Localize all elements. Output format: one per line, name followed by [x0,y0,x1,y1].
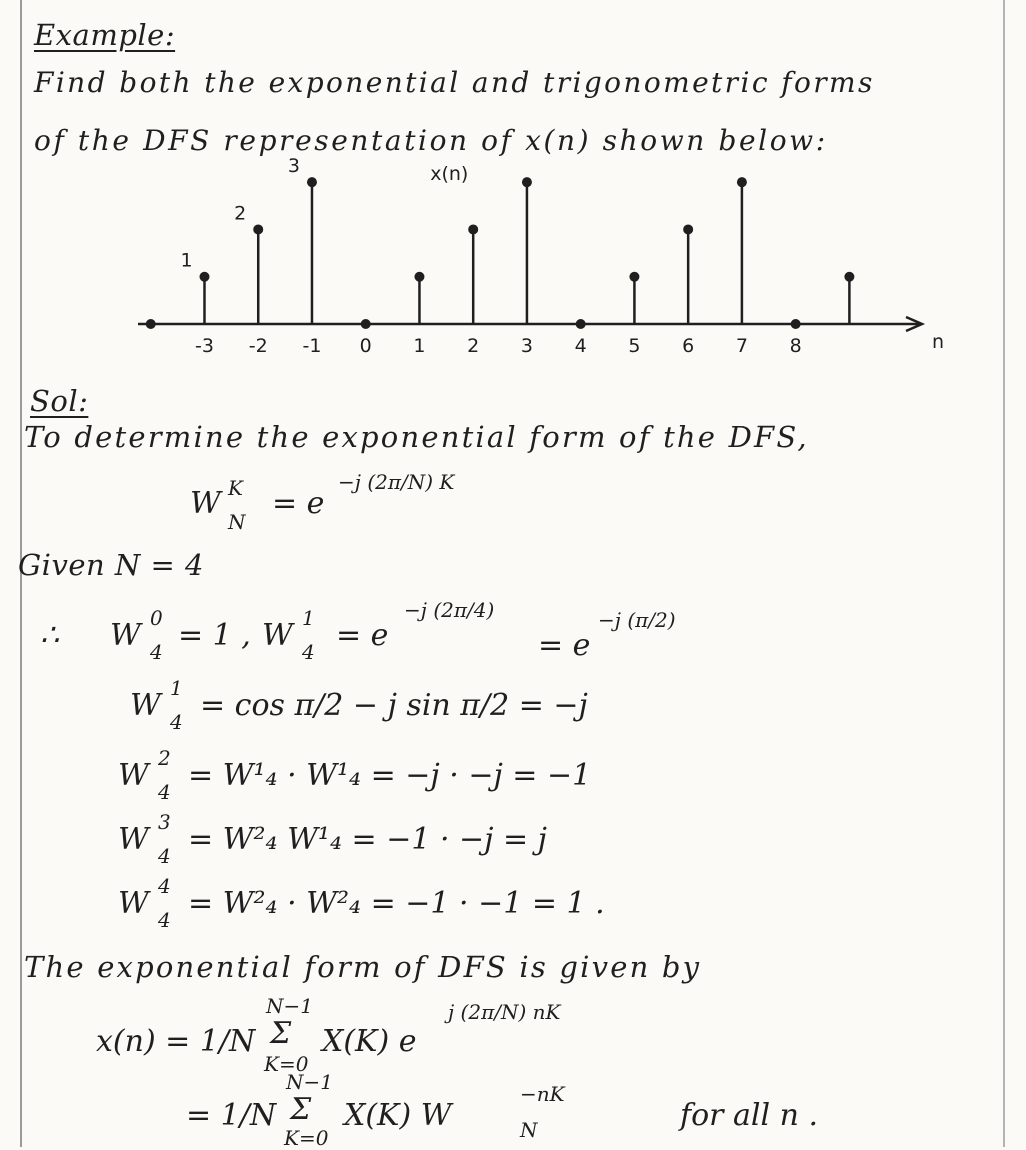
w0-eq: = 1 , [178,618,251,653]
stem-point [791,319,801,329]
w4-line-sup: 4 [158,874,171,898]
w1-sup: 1 [302,606,315,630]
eq2-tail: for all n . [680,1098,819,1133]
w1-exp2: −j (π/2) [598,608,676,632]
cos-line-sub: 4 [170,710,183,734]
stem-point [414,272,424,282]
w3-line-rhs: = W²₄ W¹₄ = −1 · −j = j [188,822,547,857]
x-tick-label: -2 [248,335,268,357]
eq2-rhs: X(K) W [344,1098,452,1133]
def-exp: −j (2π/N) K [338,470,455,494]
eq1-rhs: X(K) e [322,1024,417,1059]
w1-eq2: = e [538,628,591,663]
given-line: Given N = 4 [18,548,204,582]
stem-point [522,177,532,187]
cos-line-lhs: W [130,688,161,723]
stem-point [199,272,209,282]
eq2-sum-bottom: K=0 [284,1126,329,1150]
cos-line-sup: 1 [170,676,183,700]
stem-point [737,177,747,187]
eq2-sum-top: N−1 [286,1070,333,1094]
w1-exp: −j (2π/4) [404,598,495,622]
value-label: 2 [234,202,247,225]
eq2-lhs: = 1/N [186,1098,277,1133]
w4-line-lhs: W [118,886,149,921]
w2-line-rhs: = W¹₄ · W¹₄ = −j · −j = −1 [188,758,592,793]
stem-point [307,177,317,187]
example-heading: Example: [34,18,176,52]
solution-label: Sol: [30,384,89,418]
def-eq: = e [272,486,325,521]
w0-sup: 0 [150,606,163,630]
value-label: 3 [287,155,301,178]
solution-intro: To determine the exponential form of the DFS, [24,420,809,454]
x-tick-label: -1 [302,335,322,357]
x-tick-label: 7 [735,335,748,357]
eq1-sum-symbol: Σ [270,1016,292,1051]
x-tick-label: 3 [520,335,533,357]
w4-line-sub: 4 [158,908,171,932]
eq1-sum-top: N−1 [266,994,313,1018]
w0-lhs: W [110,618,141,653]
stem-point [361,319,371,329]
w0-sub: 4 [150,640,163,664]
w1-eq: = e [336,618,389,653]
eq1-sum-bottom: K=0 [264,1052,309,1076]
chart-title: x(n) [430,163,469,185]
w3-line-lhs: W [118,822,149,857]
stem-plot [0,150,1026,380]
x-tick-label: 6 [682,335,695,357]
eq2-sum-symbol: Σ [290,1092,312,1127]
w1-lhs: W [262,618,293,653]
therefore-symbol: ∴ [40,618,60,653]
w2-line-lhs: W [118,758,149,793]
exp-form-text: The exponential form of DFS is given by [24,950,702,984]
x-tick-label: 2 [467,335,480,357]
w2-line-sup: 2 [158,746,171,770]
w4-line-rhs: = W²₄ · W²₄ = −1 · −1 = 1 . [188,886,605,921]
eq1-exp: j (2π/N) nK [448,1000,561,1024]
x-tick-label: 0 [359,335,372,357]
x-tick-label: 8 [789,335,802,357]
w1-sub: 4 [302,640,315,664]
stem-point [629,272,639,282]
stem-point [576,319,586,329]
def-sup: K [228,476,243,500]
stem-point [468,224,478,234]
eq2-sup: −nK [520,1082,565,1106]
problem-line-2: of the DFS representation of x(n) shown below: [34,124,828,157]
def-sub: N [228,510,246,534]
w3-line-sub: 4 [158,844,171,868]
x-tick-label: 1 [413,335,426,357]
eq1-lhs: x(n) = 1/N [96,1024,256,1059]
problem-line-1: Find both the exponential and trigonometric forms [34,66,875,99]
w2-line-sub: 4 [158,780,171,804]
eq2-sub: N [520,1118,538,1142]
def-lhs: W [190,486,221,521]
value-label: 1 [180,249,193,272]
stem-point [146,319,156,329]
x-tick-label: 5 [628,335,641,357]
stem-point [683,224,693,234]
x-tick-label: -3 [195,335,214,357]
x-tick-label: 4 [574,335,587,357]
cos-line-rhs: = cos π/2 − j sin π/2 = −j [200,688,588,723]
stem-point [253,224,263,234]
x-axis-label: n [932,331,945,353]
stem-point [844,272,854,282]
w3-line-sup: 3 [158,810,171,834]
